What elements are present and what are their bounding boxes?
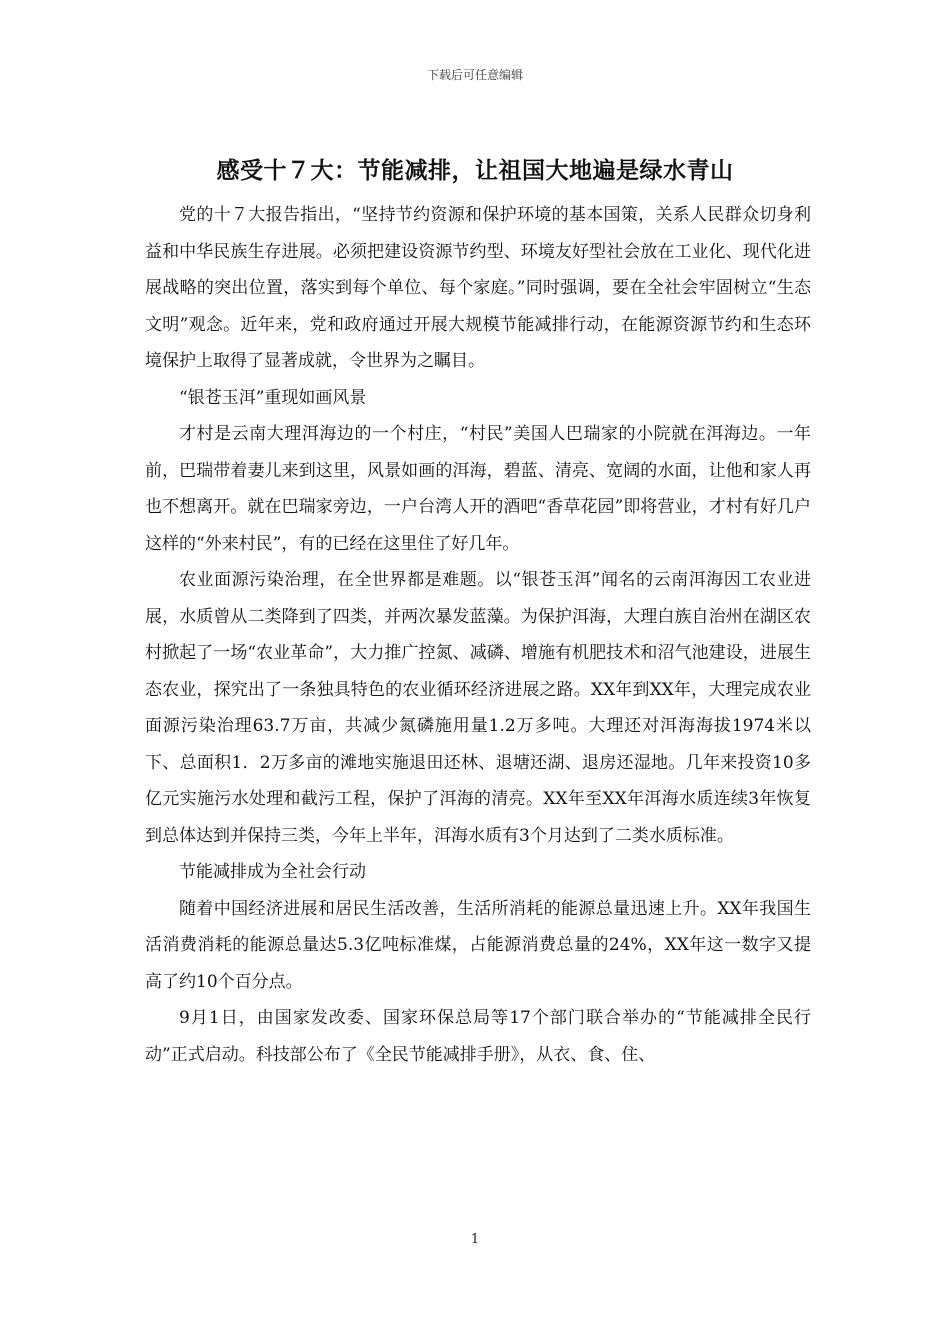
paragraph-caicun: 才村是云南大理洱海边的一个村庄，“村民”美国人巴瑞家的小院就在洱海边。一年前，巴瑞带着妻儿来到这里，风景如画的洱海，碧蓝、清亮、宽阔的水面，让他和家人再也不想离开。就在巴瑞家旁边，一户台湾人开的酒吧“香草花园”即将营业，才村有好几户这样的“外来村民”，有的已经在这里住了好几年。 (145, 424, 811, 554)
section-heading-energy-saving: 节能减排成为全社会行动 (179, 862, 366, 882)
page-number: 1 (470, 1232, 480, 1247)
paragraph-agriculture: 农业面源污染治理，在全世界都是难题。以“银苍玉洱”闻名的云南洱海因工农业进展，水质曾从二类降到了四类，并两次暴发蓝藻。为保护洱海，大理白族自治州在湖区农村掀起了一场“农业革命”，大力推广控氮、减磷、增施有机肥技术和沼气池建设，进展生态农业，探究出了一条独具特色的农业循环经济进展之路。XX年到XX年，大理完成农业面源污染治理63.7万亩，共减少氮磷施用量1.2万多吨。大理还对洱海海拔1974米以下、总面积1．2万多亩的滩地实施退田还林、退塘还湖、退房还湿地。几年来投资10多亿元实施污水处理和截污工程，保护了洱海的清亮。XX年至XX年洱海水质连续3年恢复到总体达到并保持三类，今年上半年，洱海水质有3个月达到了二类水质标准。 (145, 570, 811, 846)
document-body (145, 197, 811, 1073)
paragraph-national-action: 9月1日，由国家发改委、国家环保总局等17个部门联合举办的“节能减排全民行动”正式启动。科技部公布了《全民节能减排手册》，从衣、食、住、 (145, 1008, 811, 1065)
document-title: 感受十７大：节能减排，让祖国大地遍是绿水青山 (216, 158, 734, 184)
paragraph-intro: 党的十７大报告指出，“坚持节约资源和保护环境的基本国策，关系人民群众切身利益和中华民族生存进展。必须把建设资源节约型、环境友好型社会放在工业化、现代化进展战略的突出位置，落实到每个单位、每个家庭。”同时强调，要在全社会牢固树立“生态文明”观念。近年来，党和政府通过开展大规模节能减排行动，在能源资源节约和生态环境保护上取得了显著成就，令世界为之瞩目。 (145, 205, 811, 371)
paragraph-energy-consumption: 随着中国经济进展和居民生活改善，生活所消耗的能源总量迅速上升。XX年我国生活消费消耗的能源总量达5.3亿吨标准煤，占能源消费总量的24%，XX年这一数字又提高了约10个百分点。 (145, 898, 811, 992)
section-heading-erhai: “银苍玉洱”重现如画风景 (179, 387, 367, 408)
page-header: 下载后可任意编辑 (426, 68, 523, 82)
